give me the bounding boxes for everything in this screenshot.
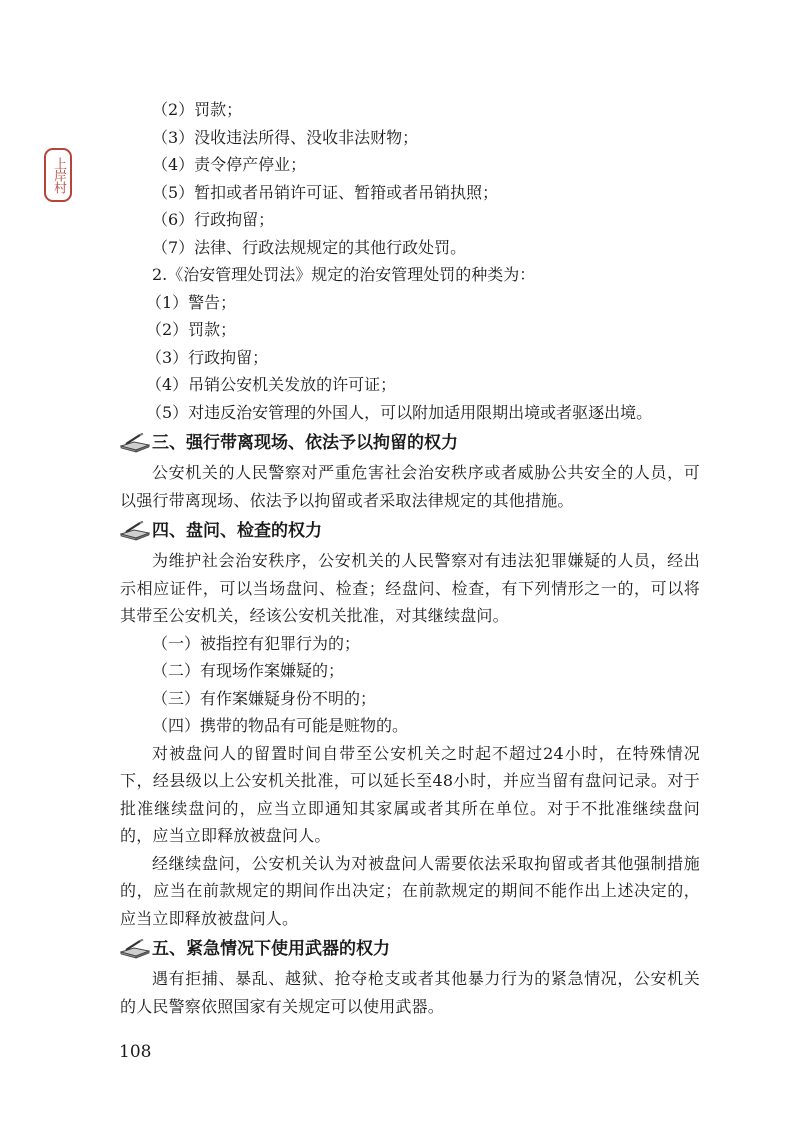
list-item: （2）罚款； bbox=[152, 100, 243, 119]
section-heading-text: 三、强行带离现场、依法予以拘留的权力 bbox=[152, 433, 458, 453]
list-item: （一）被指控有犯罪行为的； bbox=[152, 633, 361, 653]
paragraph: 为维护社会治安秩序，公安机关的人民警察对有违法犯罪嫌疑的人员，经出示相应证件，可以当场盘问、检查；经盘问、检查，有下列情形之一的，可以将其带至公安机关，经该公安机关批准，对其继续盘问。 bbox=[120, 551, 700, 625]
subheading: 2.《治安管理处罚法》规定的治安管理处罚的种类为： bbox=[152, 265, 536, 284]
stamp-text: 上岸村 bbox=[51, 157, 66, 193]
paragraph: 公安机关的人民警察对严重危害社会治安秩序或者威胁公共安全的人员，可以强行带离现场、依法予以拘留或者采取法律规定的其他措施。 bbox=[120, 463, 700, 510]
list-item: （5）暂扣或者吊销许可证、暂箝或者吊销执照； bbox=[152, 182, 499, 202]
book-pen-icon bbox=[120, 521, 150, 541]
list-item: （1）警告； bbox=[146, 292, 237, 312]
list-item: （2）罚款； bbox=[146, 320, 237, 339]
list-item: （二）有现场作案嫌疑的； bbox=[152, 661, 345, 680]
list-item: （4）吊销公安机关发放的许可证； bbox=[146, 375, 397, 394]
book-pen-icon bbox=[120, 433, 150, 453]
page-number: 108 bbox=[119, 1042, 152, 1062]
list-item: （四）携带的物品有可能是赃物的。 bbox=[152, 716, 409, 735]
section-heading-text: 四、盘问、检查的权力 bbox=[152, 521, 322, 541]
section-heading bbox=[120, 934, 700, 964]
list-item: （3）没收违法所得、没收非法财物； bbox=[152, 127, 419, 147]
list-item: （6）行政拘留； bbox=[152, 210, 275, 229]
list-item: （3）行政拘留； bbox=[146, 347, 269, 367]
book-pen-icon bbox=[120, 939, 150, 959]
section-heading bbox=[120, 516, 700, 546]
section-heading-text: 五、紧急情况下使用武器的权力 bbox=[152, 939, 390, 959]
page-content bbox=[120, 96, 700, 1020]
paragraph: 遇有拒捕、暴乱、越狱、抢夺枪支或者其他暴力行为的紧急情况，公安机关的人民警察依照国家有关规定可以使用武器。 bbox=[120, 969, 700, 1016]
paragraph: 经继续盘问，公安机关认为对被盘问人需要依法采取拘留或者其他强制措施的，应当在前款规定的期间作出决定；在前款规定的期间不能作出上述决定的，应当立即释放被盘问人。 bbox=[120, 853, 700, 928]
list-item: （三）有作案嫌疑身份不明的； bbox=[152, 688, 377, 708]
seal-stamp-icon bbox=[44, 148, 72, 202]
paragraph: 对被盘问人的留置时间自带至公安机关之时起不超过24小时，在特殊情况下，经县级以上公安机关批准，可以延长至48小时，并应当留有盘问记录。对于批准继续盘问的，应当立即通知其家属或者其所在单位。对于不批准继续盘问的，应当立即释放被盘问人。 bbox=[120, 743, 700, 845]
section-heading bbox=[120, 428, 700, 458]
list-item: （7）法律、行政法规规定的其他行政处罚。 bbox=[152, 237, 467, 257]
list-item: （5）对违反治安管理的外国人，可以附加适用限期出境或者驱逐出境。 bbox=[146, 402, 653, 422]
list-item: （4）责令停产停业； bbox=[152, 155, 307, 174]
